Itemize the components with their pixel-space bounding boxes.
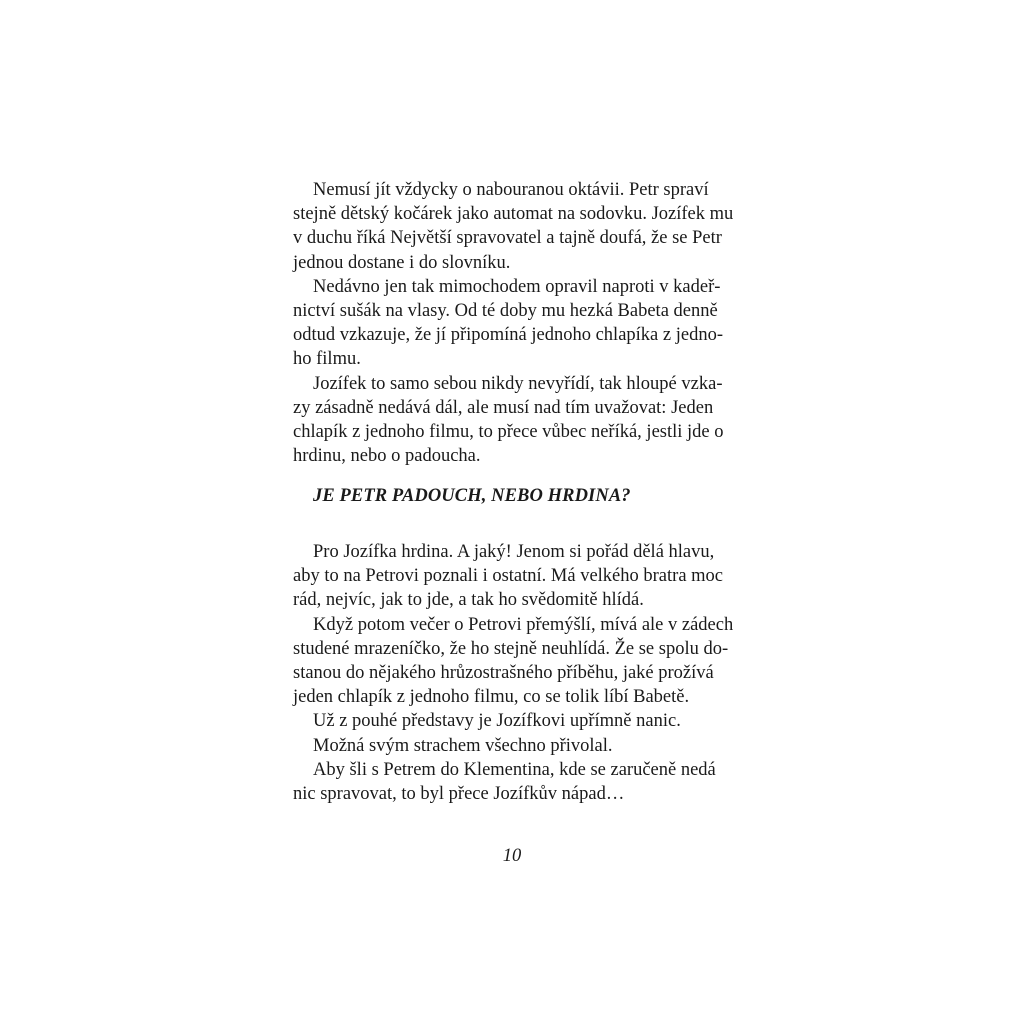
- text-line: odtud vzkazuje, že jí připomíná jednoho chlapíka z jedno-: [293, 325, 723, 346]
- text-line: ho filmu.: [293, 349, 361, 370]
- text-line: jeden chlapík z jednoho filmu, co se tolik líbí Babetě.: [293, 687, 690, 708]
- text-section-1: [293, 178, 733, 468]
- text-line: Když potom večer o Petrovi přemýšlí, mívá ale v zádech: [313, 614, 734, 635]
- text-line: Už z pouhé představy je Jozífkovi upřímně nanic.: [313, 711, 681, 732]
- text-line: rád, nejvíc, jak to jde, a tak ho svědomitě hlídá.: [293, 590, 644, 611]
- text-line: Jozífek to samo sebou nikdy nevyřídí, tak hloupé vzka-: [313, 373, 723, 394]
- text-line: v duchu říká Největší spravovatel a tajně doufá, že se Petr: [293, 228, 722, 249]
- text-line: aby to na Petrovi poznali i ostatní. Má velkého bratra moc: [293, 566, 724, 587]
- text-line: hrdinu, nebo o padoucha.: [293, 446, 481, 467]
- text-line: zy zásadně nedává dál, ale musí nad tím uvažovat: Jeden: [293, 397, 714, 418]
- text-line: stanou do nějakého hrůzostrašného příběhu, jaké prožívá: [293, 663, 714, 684]
- text-line: chlapík z jednoho filmu, to přece vůbec neříká, jestli jde o: [293, 422, 724, 443]
- text-line: studené mrazeníčko, že ho stejně neuhlídá. Že se spolu do-: [293, 638, 729, 659]
- section-heading: JE PETR PADOUCH, NEBO HRDINA?: [313, 486, 631, 506]
- text-line: Nemusí jít vždycky o nabouranou oktávii. Petr spraví: [313, 180, 709, 200]
- text-line: nic spravovat, to byl přece Jozífkův nápad…: [293, 784, 625, 805]
- text-section-2: [293, 540, 733, 806]
- text-line: Možná svým strachem všechno přivolal.: [313, 735, 613, 756]
- text-line: stejně dětský kočárek jako automat na sodovku. Jozífek mu: [293, 204, 734, 225]
- text-line: Aby šli s Petrem do Klementina, kde se zaručeně nedá: [313, 759, 716, 780]
- text-line: Pro Jozífka hrdina. A jaký! Jenom si pořád dělá hlavu,: [313, 542, 715, 562]
- text-line: Nedávno jen tak mimochodem opravil naproti v kadeř-: [313, 276, 721, 297]
- page-number: 10: [502, 846, 522, 866]
- text-line: nictví sušák na vlasy. Od té doby mu hezká Babeta denně: [293, 301, 718, 322]
- text-line: jednou dostane i do slovníku.: [293, 252, 511, 273]
